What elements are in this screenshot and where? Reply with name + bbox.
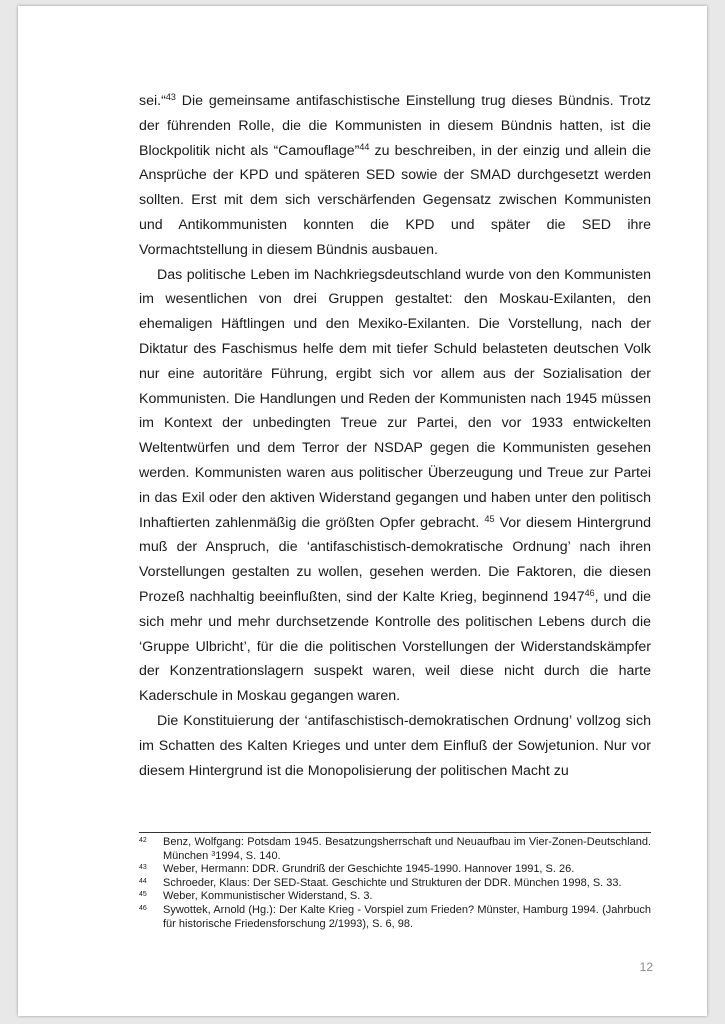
footnotes [139, 836, 651, 931]
footnote-43 [139, 863, 651, 877]
text-run: Die Konstituierung der ‘antifaschistisch-demokratischen Ordnung’ vollzog sich im Schatten des Kalten Krieges und unter dem Einfluß der Sowjetunion. Nur vor diesem Hintergrund ist die Monopolisierung der politischen Macht zu [139, 712, 651, 779]
footnote-reference: 46 [584, 587, 595, 598]
text-run: sei.“ [139, 93, 166, 109]
text-run: Benz, Wolfgang: Potsdam 1945. Besatzungsherrschaft und Neuaufbau im Vier-Zonen-Deutschland. München [163, 836, 651, 862]
text-run: Schroeder, Klaus: Der SED-Staat. Geschichte und Strukturen der DDR. München 1998, S. 33. [163, 876, 622, 889]
footnote-reference: 43 [165, 92, 176, 102]
text-run: Weber, Kommunistischer Widerstand, S. 3. [163, 890, 373, 903]
footnote-number: 46 [139, 904, 147, 912]
footnote-reference: 45 [484, 513, 495, 524]
text-run: Weber, Hermann: DDR. Grundriß der Geschichte 1945-1990. Hannover 1991, S. 26. [163, 863, 575, 876]
text-run: zu beschreiben, in der einzig und allein die Ansprüche der KPD und späteren SED sowie der SMAD durchgesetzt werden sollten. Erst mit dem sich verschärfenden Gegensatz zwischen Kommunisten und Antikommunisten konnten die KPD und später die SED ihre Vormachtstellung in diesem Bündnis ausbauen. [139, 142, 651, 258]
footnote-number: 45 [139, 891, 147, 899]
footnote-text [163, 904, 651, 930]
text-run: Die gemeinsame antifaschistische Einstellung trug dieses Bündnis. Trotz der führenden Rolle, die die Kommunisten in diesem Bündnis hatten, ist die Blockpolitik nicht als “Camouflage” [139, 93, 651, 159]
footnote-45 [139, 890, 651, 904]
text-run: 1994, S. 140. [215, 849, 281, 862]
document-page [18, 6, 707, 1016]
page-number: 12 [639, 960, 653, 974]
text-run: Das politische Leben im Nachkriegsdeutschland wurde von den Kommunisten im wesentlichen von drei Gruppen gestaltet: den Moskau-Exilanten, den ehemaligen Häftlingen und den Mexiko-Exilanten. Die Vorstellung, nach der Diktatur des Faschismus helfe dem mit tiefer Schuld belasteten deutschen Volk nur eine autoritäre Führung, ergibt sich vor allem aus der Sozialisation der Kommunisten. Die Handlungen und Reden der Kommunisten nach 1945 müssen im Kontext der unbedingten Treue zur Partei, den vor 1933 entwickelten Weltentwürfen und dem Terror der NSDAP gegen die Kommunisten gesehen werden. Kommunisten waren aus politischer Überzeugung und Treue zur Partei in das Exil oder den aktiven Widerstand gegangen und haben unter den politisch Inhaftierten zahlenmäßig die größten Opfer gebracht. [139, 266, 651, 531]
paragraph-1 [139, 89, 651, 263]
footnote-text [163, 863, 574, 875]
footnote-46 [139, 904, 651, 931]
footnote-number: 43 [139, 864, 147, 872]
footnote-number: 44 [139, 877, 147, 885]
footnote-44 [139, 877, 651, 891]
footnote-42 [139, 836, 651, 863]
text-run: Sywottek, Arnold (Hg.): Der Kalte Krieg - Vorspiel zum Frieden? Münster, Hamburg 1994. (Jahrbuch für historische Friedensforschung 2/1993), S. 6, 98. [163, 903, 651, 930]
footnote-reference: 44 [359, 141, 370, 152]
footnote-text [163, 836, 651, 862]
footnote-text [163, 877, 622, 889]
paragraph-2 [139, 263, 651, 709]
footnote-text [163, 890, 373, 902]
body-text [139, 89, 651, 783]
paragraph-3 [139, 709, 651, 783]
text-run: Vor diesem Hintergrund muß der Anspruch, die ‘antifaschistisch-demokratische Ordnung’ nach ihren Vorstellungen gestalten zu wollen, gesehen werden. Die Faktoren, die diesen Prozeß nachhaltig beeinflußten, sind der Kalte Krieg, beginnend 1947 [139, 514, 651, 605]
footnote-number: 42 [139, 837, 147, 844]
footnote-reference: 3 [211, 850, 216, 858]
footnote-separator [139, 832, 651, 833]
text-run: , und die sich mehr und mehr durchsetzende Kontrolle des politischen Lebens durch die ‘Gruppe Ulbricht’, für die die politischen Vorstellungen der Widerstandskämpfer der Konzentrationslagern suspekt waren, weil diese nicht durch die harte Kaderschule in Moskau gegangen waren. [139, 588, 651, 705]
